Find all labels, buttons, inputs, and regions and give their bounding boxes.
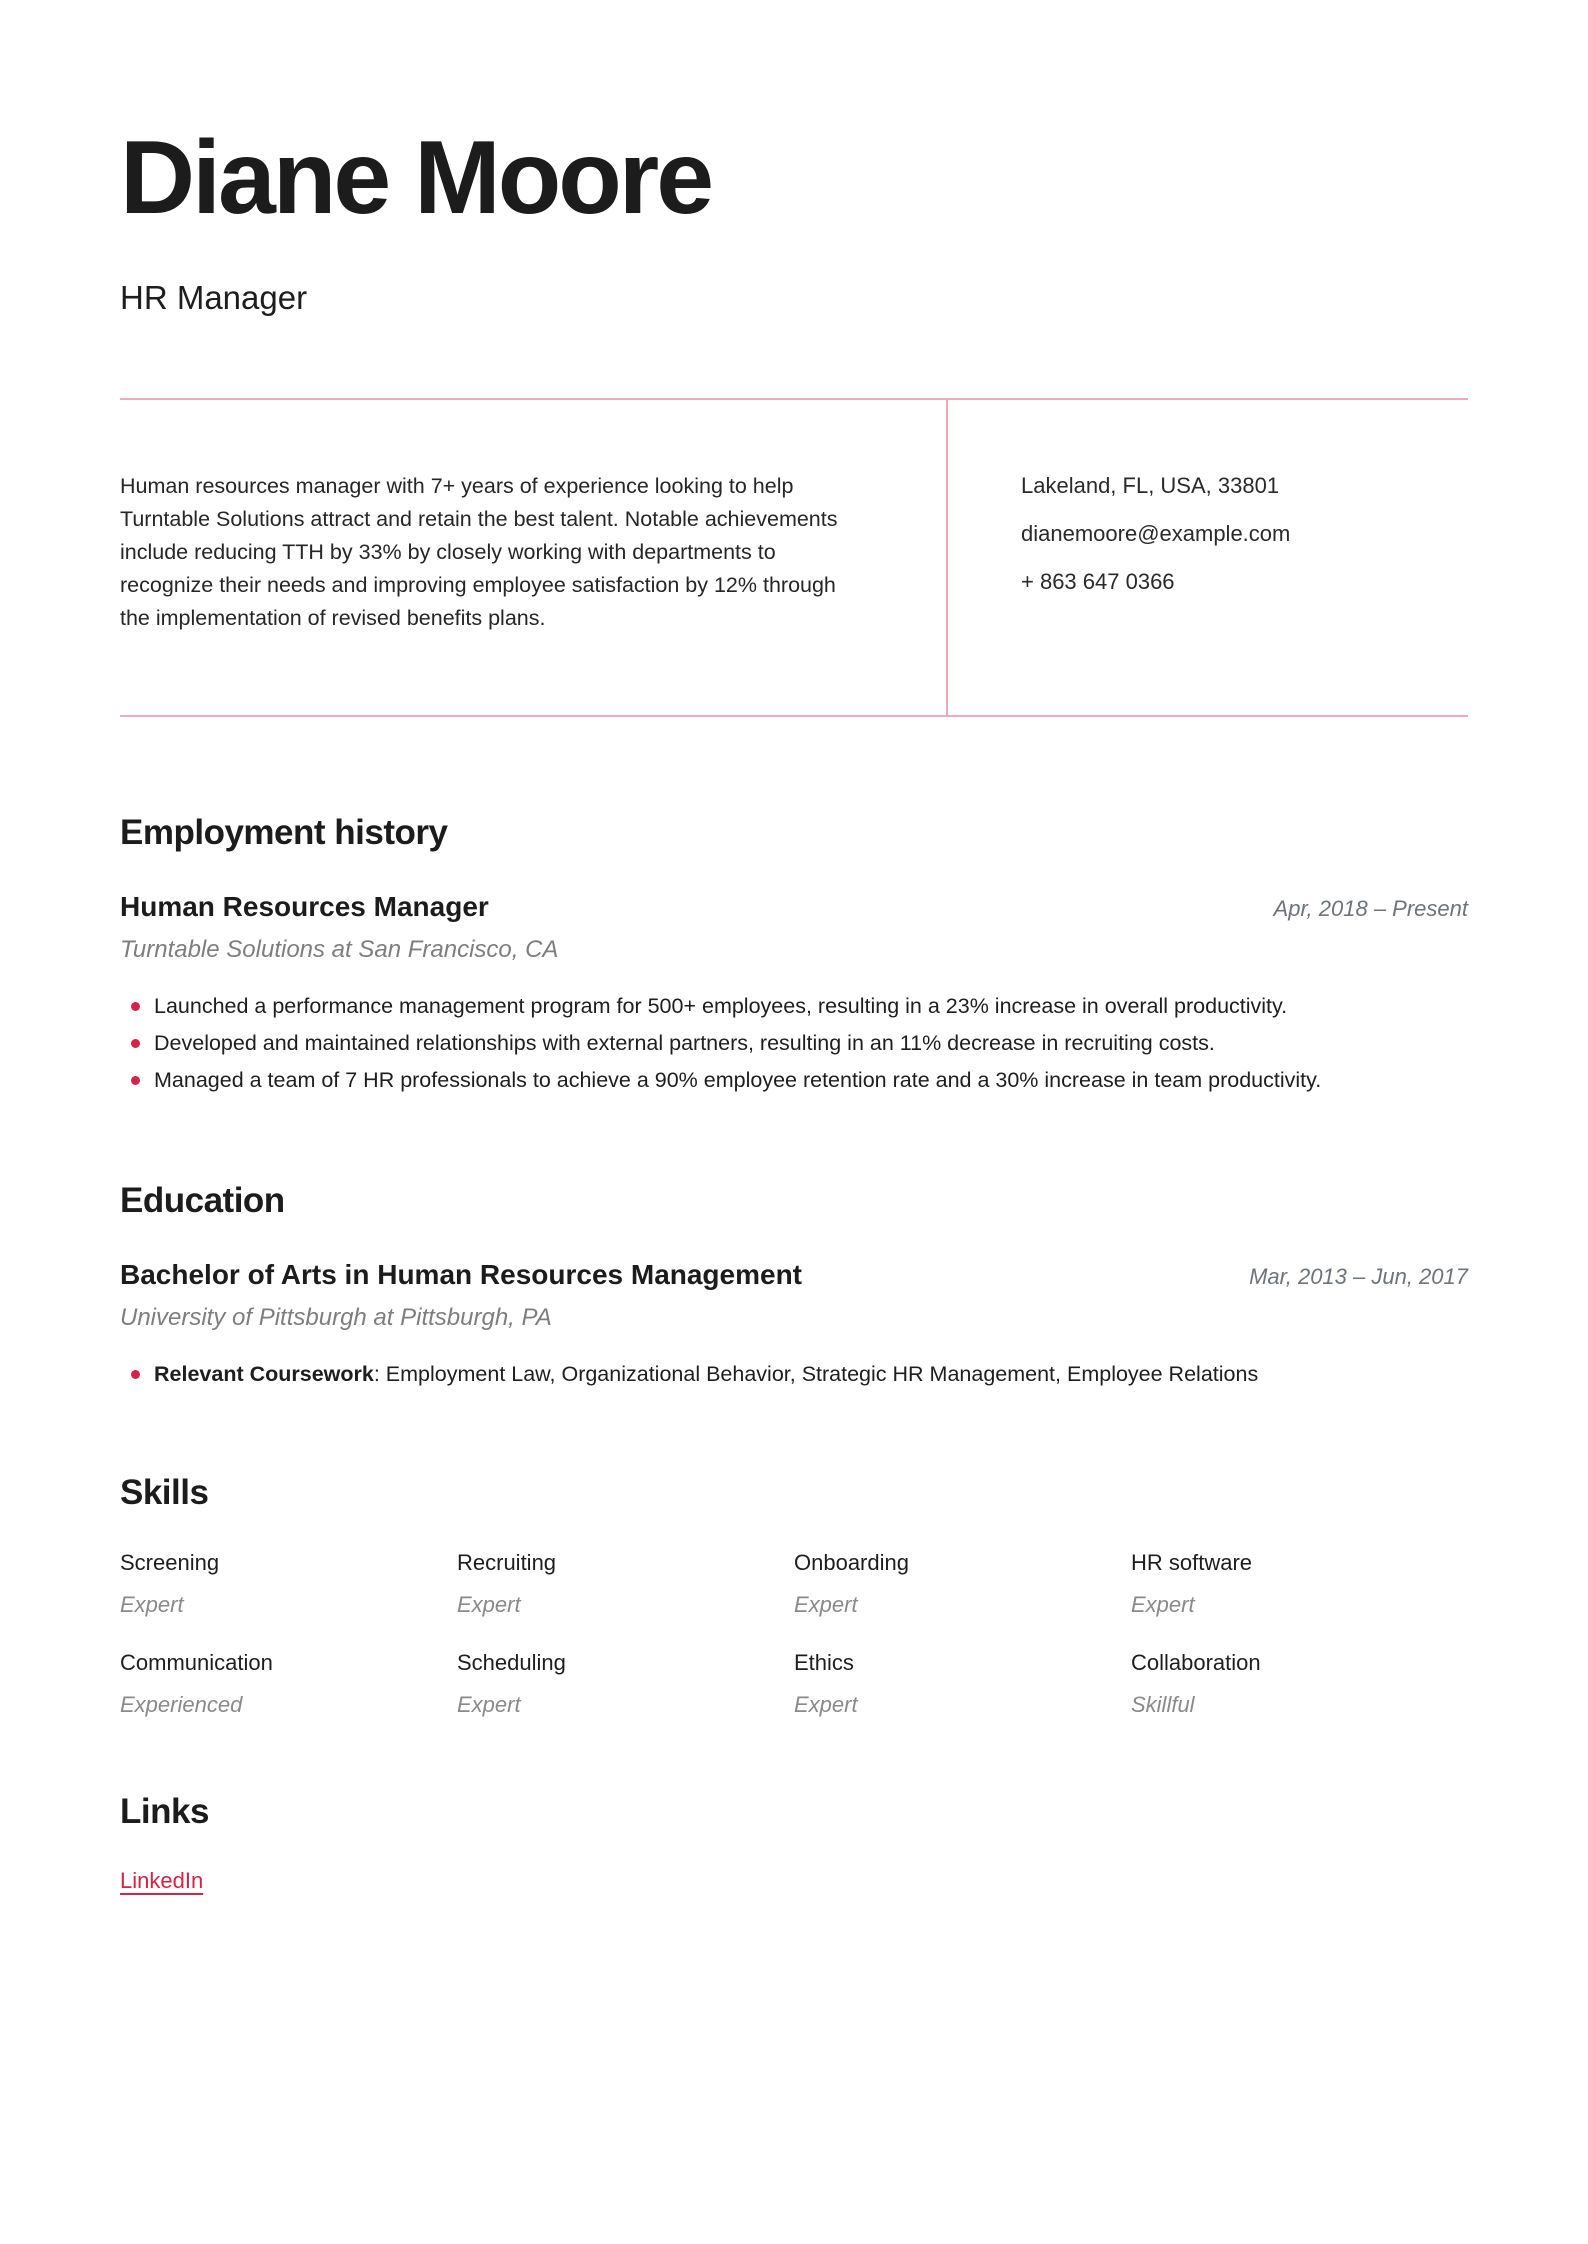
skill-level: Expert — [457, 1691, 521, 1717]
person-job-title: HR Manager — [120, 279, 308, 316]
education-item — [120, 1257, 1468, 1389]
skills-grid — [120, 1548, 1468, 1720]
education-item-header — [120, 1257, 1468, 1292]
employment-item-title: Human Resources Manager — [120, 890, 489, 922]
skill-level: Skillful — [1131, 1691, 1195, 1717]
skill-level: Experienced — [120, 1691, 243, 1717]
summary-column — [120, 400, 948, 715]
bullet-dot-icon — [131, 1370, 140, 1379]
skill-name: Communication — [120, 1649, 273, 1675]
skill-name: Recruiting — [457, 1549, 557, 1575]
education-item-dates: Mar, 2013 – Jun, 2017 — [1249, 1264, 1468, 1290]
list-item — [120, 1359, 1468, 1389]
skill-item — [457, 1548, 794, 1620]
skill-item — [457, 1648, 794, 1720]
skill-item — [1131, 1648, 1468, 1720]
skill-item — [794, 1548, 1131, 1620]
skill-level: Expert — [794, 1591, 858, 1617]
employment-item-dates: Apr, 2018 – Present — [1273, 895, 1468, 921]
contact-phone: + 863 647 0366 — [1021, 568, 1175, 594]
contact-email: dianemoore@example.com — [1021, 520, 1291, 546]
person-name: Diane Moore — [120, 120, 712, 236]
employment-section-heading: Employment history — [120, 812, 448, 852]
links-section-heading: Links — [120, 1791, 209, 1831]
bullet-dot-icon — [131, 1039, 140, 1048]
skill-name: Onboarding — [794, 1549, 909, 1575]
linkedin-link[interactable]: LinkedIn — [120, 1867, 204, 1893]
employment-item — [120, 889, 1468, 1095]
skill-name: Ethics — [794, 1649, 854, 1675]
skill-name: Collaboration — [1131, 1649, 1261, 1675]
skill-item — [120, 1648, 457, 1720]
skill-name: HR software — [1131, 1549, 1253, 1575]
contact-column — [948, 400, 1468, 715]
bullet-text: Launched a performance management program for 500+ employees, resulting in a 23% increase in overall productivity. — [154, 994, 1288, 1019]
bullet-text: Developed and maintained relationships with external partners, resulting in an 11% decrease in recruiting costs. — [154, 1031, 1215, 1056]
contact-location: Lakeland, FL, USA, 33801 — [1021, 472, 1280, 498]
bullet-dot-icon — [131, 1002, 140, 1011]
coursework-label: Relevant Coursework — [154, 1362, 374, 1387]
skill-item — [120, 1548, 457, 1620]
coursework-text: : Employment Law, Organizational Behavior, Strategic HR Management, Employee Relations — [373, 1362, 1259, 1387]
skill-level: Expert — [794, 1691, 858, 1717]
employment-bullet-list — [120, 991, 1468, 1095]
summary-contact-band — [120, 398, 1468, 717]
education-bullet-list — [120, 1359, 1468, 1389]
list-item — [120, 1028, 1468, 1058]
employment-item-org: Turntable Solutions at San Francisco, CA — [120, 935, 559, 963]
bullet-text — [154, 1359, 1468, 1389]
employment-item-header — [120, 889, 1468, 924]
education-section-heading: Education — [120, 1181, 285, 1221]
skill-level: Expert — [457, 1591, 521, 1617]
skill-item — [794, 1648, 1131, 1720]
skill-name: Screening — [120, 1549, 220, 1575]
list-item — [120, 1065, 1468, 1095]
skill-name: Scheduling — [457, 1649, 566, 1675]
skills-section-heading: Skills — [120, 1473, 209, 1513]
list-item — [120, 991, 1468, 1021]
education-item-org: University of Pittsburgh at Pittsburgh, PA — [120, 1304, 552, 1332]
profile-summary: Human resources manager with 7+ years of experience looking to help Turntable Solutions attract and retain the best talent. Notable achievements include reducing TTH by 33% by closely working with departments to recognize their needs and improving employee satisfaction by 12% through the implementation of revised benefits plans. — [120, 473, 838, 630]
bullet-text: Managed a team of 7 HR professionals to achieve a 90% employee retention rate and a 30% increase in team productivity. — [154, 1068, 1322, 1093]
education-item-title: Bachelor of Arts in Human Resources Management — [120, 1259, 803, 1291]
skill-level: Expert — [1131, 1591, 1195, 1617]
skill-level: Expert — [120, 1591, 184, 1617]
skill-item — [1131, 1548, 1468, 1620]
bullet-dot-icon — [131, 1076, 140, 1085]
links-row — [120, 1868, 1468, 1894]
